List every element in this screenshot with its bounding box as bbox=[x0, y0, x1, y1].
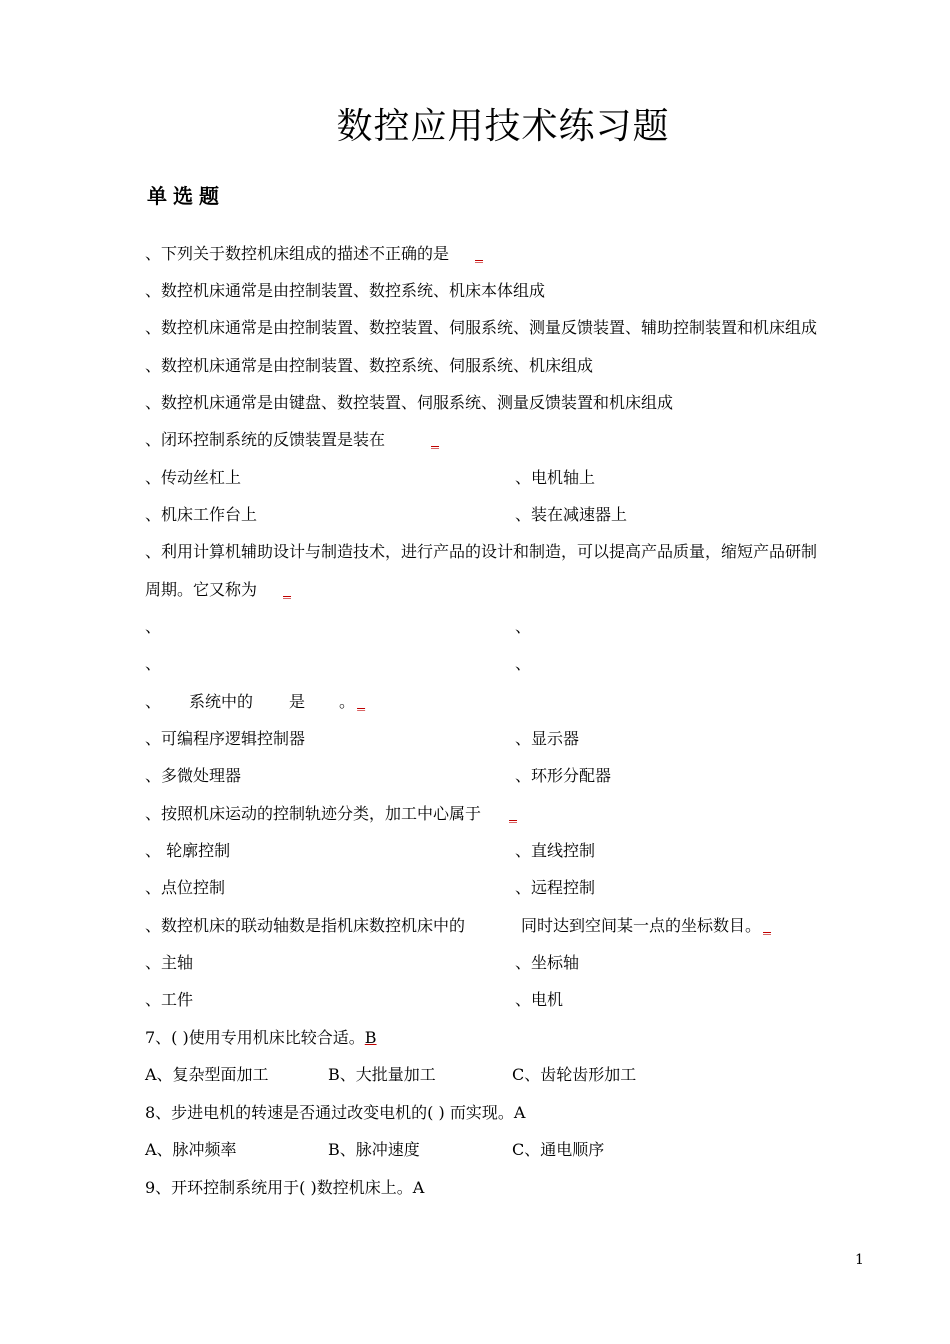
question-5-option-a: 、 轮廓控制 bbox=[145, 841, 231, 860]
question-6-stem-continued: 同时达到空间某一点的坐标数目。 _ bbox=[521, 916, 772, 935]
question-5-option-b: 、直线控制 bbox=[515, 841, 596, 860]
question-2-option-c: 、机床工作台上 bbox=[145, 505, 258, 524]
question-4-option-d: 、环形分配器 bbox=[515, 766, 612, 785]
question-7-option-c: C、齿轮齿形加工 bbox=[512, 1065, 637, 1084]
question-7-stem: 7、( )使用专用机床比较合适。B bbox=[145, 1028, 377, 1047]
question-5-option-c: 、点位控制 bbox=[145, 878, 226, 897]
question-4-option-a: 、可编程序逻辑控制器 bbox=[145, 729, 306, 748]
question-9-stem: 9、开环控制系统用于( )数控机床上。A bbox=[145, 1178, 425, 1197]
question-6-option-b: 、坐标轴 bbox=[515, 953, 580, 972]
answer-blank: _ bbox=[357, 692, 366, 711]
answer-blank: _ bbox=[431, 430, 440, 449]
question-6-option-c: 、工件 bbox=[145, 990, 194, 1009]
question-3-stem-continued: 周期。它又称为 _ bbox=[145, 580, 292, 599]
question-3-option-c: 、 bbox=[145, 654, 162, 673]
question-2-option-d: 、装在减速器上 bbox=[515, 505, 628, 524]
question-2-option-a: 、传动丝杠上 bbox=[145, 468, 242, 487]
question-3-stem: 、利用计算机辅助设计与制造技术，进行产品的设计和制造，可以提高产品质量，缩短产品研制 bbox=[145, 542, 818, 561]
question-7-option-a: A、复杂型面加工 bbox=[145, 1065, 269, 1084]
answer-blank: _ bbox=[509, 804, 518, 823]
question-6-option-d: 、电机 bbox=[515, 990, 564, 1009]
question-1-option-c: 、数控机床通常是由控制装置、数控系统、伺服系统、机床组成 bbox=[145, 356, 594, 375]
question-3-option-b: 、 bbox=[515, 617, 532, 636]
question-1-option-a: 、数控机床通常是由控制装置、数控系统、机床本体组成 bbox=[145, 281, 546, 300]
question-5-option-d: 、远程控制 bbox=[515, 878, 596, 897]
answer-blank: _ bbox=[283, 580, 292, 599]
question-2-stem: 、闭环控制系统的反馈装置是装在 _ bbox=[145, 430, 440, 449]
question-8-option-c: C、通电顺序 bbox=[512, 1140, 605, 1159]
question-6-stem: 、数控机床的联动轴数是指机床数控机床中的 bbox=[145, 916, 466, 935]
question-4-option-c: 、多微处理器 bbox=[145, 766, 242, 785]
page-number: 1 bbox=[855, 1252, 864, 1268]
question-4-option-b: 、显示器 bbox=[515, 729, 580, 748]
question-7-option-b: B、大批量加工 bbox=[328, 1065, 436, 1084]
question-8-option-a: A、脉冲频率 bbox=[145, 1140, 237, 1159]
question-6-option-a: 、主轴 bbox=[145, 953, 194, 972]
question-1-option-d: 、数控机床通常是由键盘、数控装置、伺服系统、测量反馈装置和机床组成 bbox=[145, 393, 674, 412]
answer-blank: _ bbox=[475, 244, 484, 263]
answer-text: B bbox=[364, 1028, 377, 1047]
question-8-option-b: B、脉冲速度 bbox=[328, 1140, 420, 1159]
answer-blank: _ bbox=[763, 916, 772, 935]
question-4-stem: 、 系统中的 是 。 _ bbox=[145, 692, 366, 711]
question-8-stem: 8、步进电机的转速是否通过改变电机的( ) 而实现。A bbox=[145, 1103, 526, 1122]
question-3-option-d: 、 bbox=[515, 654, 532, 673]
question-5-stem: 、按照机床运动的控制轨迹分类，加工中心属于 _ bbox=[145, 804, 518, 823]
section-heading: 单选题 bbox=[147, 184, 225, 208]
question-2-option-b: 、电机轴上 bbox=[515, 468, 596, 487]
document-title: 数控应用技术练习题 bbox=[336, 106, 670, 147]
question-1-option-b: 、数控机床通常是由控制装置、数控装置、伺服系统、测量反馈装置、辅助控制装置和机床组成 bbox=[145, 318, 818, 337]
question-1-stem: 、下列关于数控机床组成的描述不正确的是 _ bbox=[145, 244, 484, 263]
question-3-option-a: 、 bbox=[145, 617, 162, 636]
